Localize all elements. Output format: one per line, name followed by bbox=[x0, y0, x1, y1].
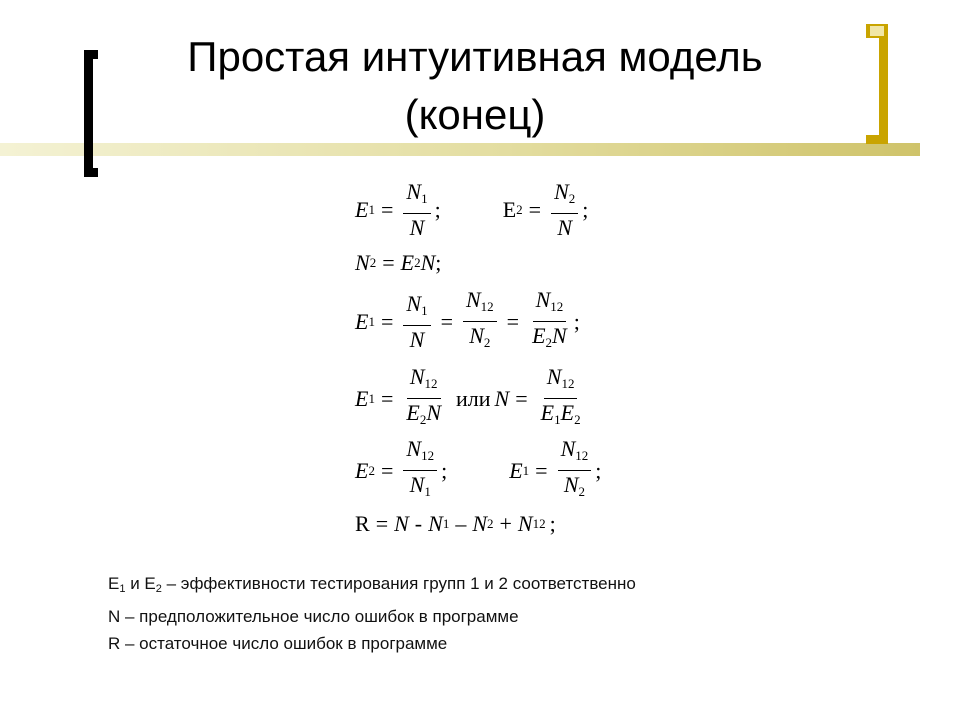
symbol-N: N bbox=[355, 250, 370, 275]
symbol-N: N bbox=[409, 364, 425, 389]
subscript: 2 bbox=[545, 335, 553, 350]
fraction bbox=[551, 180, 578, 240]
symbol-E: E bbox=[400, 250, 415, 275]
subscript: 2 bbox=[574, 412, 581, 427]
subscript: 2 bbox=[414, 255, 421, 270]
subscript: 1 bbox=[421, 191, 428, 206]
equals-sign: = bbox=[382, 250, 395, 275]
subscript: 1 bbox=[442, 516, 450, 531]
equals-sign: = bbox=[380, 457, 394, 483]
symbol-E: E bbox=[355, 385, 369, 411]
symbol-N: N bbox=[409, 472, 425, 497]
title-decor-band bbox=[0, 143, 920, 156]
legend-text: и E bbox=[125, 574, 156, 593]
symbol-N: N bbox=[420, 250, 436, 275]
symbol-E: E bbox=[560, 400, 575, 425]
symbol-N: N bbox=[535, 287, 551, 312]
subscript: 1 bbox=[424, 484, 431, 499]
equals-sign: = bbox=[440, 308, 453, 334]
semicolon: ; bbox=[573, 308, 580, 334]
subscript: 2 bbox=[368, 462, 375, 478]
plus-sign: + bbox=[499, 511, 512, 536]
equals-sign: = bbox=[506, 308, 520, 334]
legend-text: – эффективности тестирования групп 1 и 2 соответственно bbox=[161, 574, 636, 593]
semicolon: ; bbox=[582, 197, 589, 222]
legend-line-1 bbox=[108, 570, 636, 603]
subscript: 12 bbox=[561, 376, 575, 391]
fraction bbox=[538, 365, 584, 432]
subscript: 12 bbox=[575, 448, 589, 463]
symbol-N: N bbox=[465, 287, 481, 312]
symbol-N: N bbox=[469, 323, 484, 348]
equals-sign: = bbox=[380, 197, 394, 222]
symbol-E: E bbox=[532, 323, 546, 348]
fraction bbox=[403, 437, 437, 504]
symbol-E-upright: E bbox=[502, 197, 517, 222]
semicolon: ; bbox=[441, 457, 448, 483]
formula-row-5 bbox=[355, 437, 601, 504]
formula-row-1 bbox=[355, 180, 588, 240]
equals-sign: = bbox=[380, 308, 394, 334]
symbol-R: R bbox=[355, 511, 370, 536]
subscript: 2 bbox=[483, 335, 491, 350]
symbol-N: N bbox=[406, 436, 422, 461]
equals-sign: = bbox=[380, 385, 394, 411]
fraction bbox=[403, 180, 430, 240]
subscript: 2 bbox=[419, 412, 427, 427]
subscript: 12 bbox=[424, 376, 438, 391]
formula-row-3 bbox=[355, 288, 580, 355]
subscript: 1 bbox=[421, 302, 428, 318]
symbol-N: N bbox=[517, 511, 533, 536]
subscript: 2 bbox=[516, 202, 523, 217]
symbol-N: N bbox=[472, 511, 487, 536]
semicolon: ; bbox=[435, 250, 442, 275]
slide-title bbox=[100, 28, 850, 144]
right-bracket-decor bbox=[866, 36, 888, 144]
subscript: 12 bbox=[421, 448, 435, 463]
left-bracket-decor bbox=[84, 50, 98, 177]
subscript: 1 bbox=[554, 412, 561, 427]
fraction bbox=[558, 437, 592, 504]
legend-line-3: R – остаточное число ошибок в программе bbox=[108, 634, 448, 653]
semicolon: ; bbox=[434, 197, 441, 222]
symbol-E: E bbox=[509, 457, 523, 483]
fraction bbox=[463, 288, 497, 355]
equals-sign: = bbox=[535, 457, 548, 483]
fraction bbox=[529, 288, 570, 355]
subscript: 12 bbox=[532, 516, 546, 531]
symbol-E: E bbox=[355, 308, 369, 334]
symbol-N: N bbox=[557, 215, 572, 240]
symbol-E: E bbox=[540, 400, 555, 425]
subscript: 12 bbox=[550, 299, 564, 314]
legend-subscript: 2 bbox=[155, 583, 162, 595]
legend-subscript: 1 bbox=[119, 583, 126, 595]
subscript: 1 bbox=[368, 202, 375, 217]
symbol-E: E bbox=[355, 197, 369, 222]
symbol-N: N bbox=[409, 215, 425, 240]
symbol-N: N bbox=[494, 385, 510, 411]
equals-sign: = bbox=[515, 385, 528, 411]
symbol-N: N bbox=[554, 179, 569, 204]
equals-sign: = bbox=[528, 197, 542, 222]
formula-row-6 bbox=[355, 511, 556, 537]
subscript: 2 bbox=[568, 191, 576, 206]
legend-block bbox=[108, 570, 636, 657]
subscript: 12 bbox=[480, 299, 494, 314]
symbol-N: N bbox=[552, 323, 567, 348]
symbol-E: E bbox=[406, 400, 420, 425]
symbol-N: N bbox=[409, 326, 425, 352]
subscript: 1 bbox=[368, 313, 375, 329]
fraction bbox=[403, 292, 430, 352]
legend-text: E bbox=[108, 574, 120, 593]
subscript: 1 bbox=[368, 390, 375, 406]
symbol-N: N bbox=[426, 400, 442, 425]
semicolon: ; bbox=[549, 511, 556, 536]
minus-sign: – bbox=[455, 511, 467, 536]
subscript: 1 bbox=[522, 462, 530, 478]
symbol-N: N bbox=[406, 179, 422, 204]
title-line-2: (конец) bbox=[404, 91, 546, 138]
or-word: или bbox=[456, 385, 491, 411]
right-bracket-top-inner-decor bbox=[870, 26, 884, 36]
subscript: 2 bbox=[487, 516, 494, 531]
minus-sign: - bbox=[414, 511, 423, 536]
symbol-N: N bbox=[394, 511, 409, 536]
legend-line-2: N – предположительное число ошибок в программе bbox=[108, 607, 519, 626]
symbol-N: N bbox=[406, 290, 422, 316]
formula-row-4 bbox=[355, 365, 588, 432]
symbol-E: E bbox=[355, 457, 369, 483]
equals-sign: = bbox=[375, 511, 389, 536]
semicolon: ; bbox=[595, 457, 602, 483]
subscript: 2 bbox=[578, 484, 585, 499]
subscript: 2 bbox=[369, 255, 377, 270]
symbol-N: N bbox=[546, 364, 562, 389]
formula-row-2 bbox=[355, 250, 441, 276]
symbol-N: N bbox=[560, 436, 576, 461]
fraction bbox=[403, 365, 444, 432]
title-line-1: Простая интуитивная модель bbox=[187, 33, 763, 80]
symbol-N: N bbox=[428, 511, 443, 536]
symbol-N: N bbox=[563, 472, 579, 497]
